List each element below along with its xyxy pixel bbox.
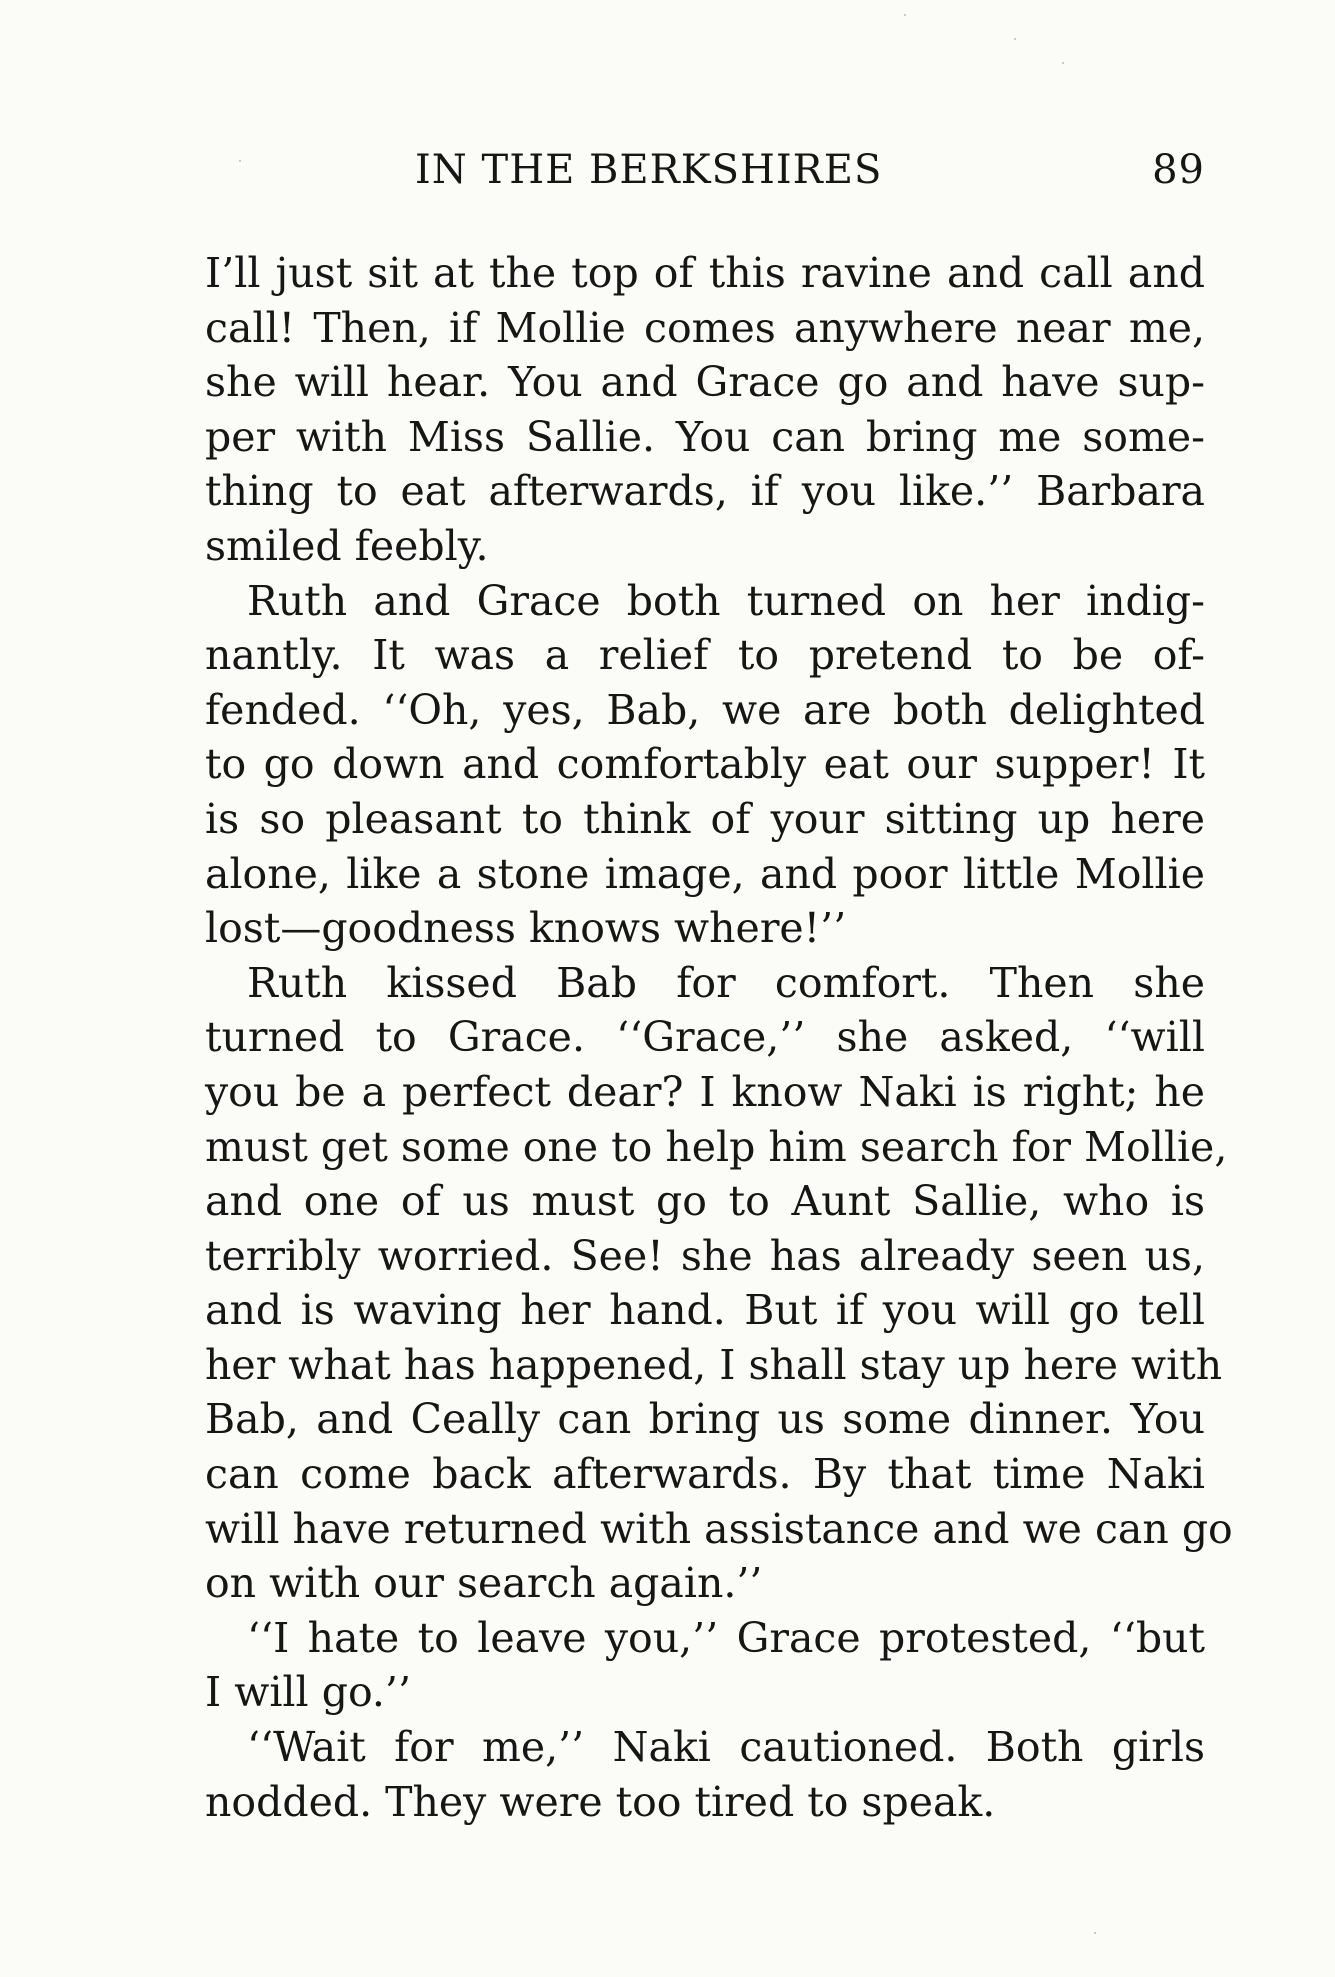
body-text [205,246,1233,1829]
text-line: ‘‘I hate to leave you,’’ Grace protested, ‘‘but [247,1613,1205,1662]
text-line: and one of us must go to Aunt Sallie, who is [205,1177,1205,1226]
paragraph [205,574,1205,956]
text-line: alone, like a stone image, and poor little Mollie [205,849,1205,898]
paragraph [205,1720,1205,1829]
text-line: per with Miss Sallie. You can bring me some- [205,412,1205,461]
text-line: ‘‘Wait for me,’’ Naki cautioned. Both girls [247,1723,1205,1772]
text-line: fended. ‘‘Oh, yes, Bab, we are both delighted [205,685,1205,734]
text-line: call! Then, if Mollie comes anywhere near me, [205,303,1205,352]
text-line: nodded. They were too tired to speak. [205,1777,996,1826]
text-line: can come back afterwards. By that time Naki [205,1450,1205,1499]
text-line: Bab, and Ceally can bring us some dinner. You [205,1395,1205,1444]
running-head [205,142,1205,198]
text-line: I will go.’’ [205,1668,412,1717]
text-line: terribly worried. See! she has already seen us, [205,1231,1205,1280]
paper-speck [1014,38,1016,40]
paragraph [205,1611,1205,1720]
paper-speck [1094,1932,1096,1934]
text-line: smiled feebly. [205,521,489,570]
text-line: thing to eat afterwards, if you like.’’ Barbara [205,467,1205,516]
text-line: turned to Grace. ‘‘Grace,’’ she asked, ‘‘will [205,1013,1205,1062]
paper-speck [904,14,906,16]
text-line: her what has happened, I shall stay up here with [205,1340,1223,1389]
text-line: I’ll just sit at the top of this ravine and call and [205,249,1205,297]
paragraph [205,956,1233,1611]
text-line: you be a perfect dear? I know Naki is right; he [205,1067,1205,1116]
text-line: nantly. It was a relief to pretend to be of- [205,631,1205,680]
paragraph [205,246,1205,574]
text-line: is so pleasant to think of your sitting up here [205,794,1205,843]
page-number: 89 [1152,147,1205,193]
text-line: must get some one to help him search for Mollie, [205,1122,1228,1171]
text-line: she will hear. You and Grace go and have sup- [205,358,1205,407]
text-line: on with our search again.’’ [205,1559,763,1608]
text-line: will have returned with assistance and we can go [205,1504,1233,1553]
text-line: and is waving her hand. But if you will go tell [205,1286,1205,1335]
paper-speck [1062,62,1064,64]
text-line: Ruth and Grace both turned on her indig- [247,576,1205,625]
paper-speck [239,160,241,162]
text-line: Ruth kissed Bab for comfort. Then she [247,958,1205,1007]
text-line: lost—goodness knows where!’’ [205,904,847,953]
text-line: to go down and comfortably eat our supper! It [205,740,1205,789]
running-title: IN THE BERKSHIRES [415,147,883,193]
